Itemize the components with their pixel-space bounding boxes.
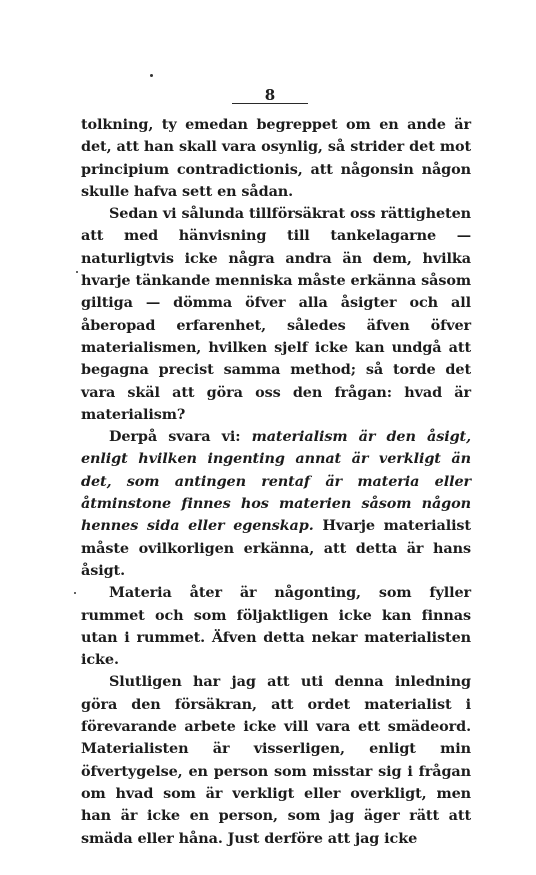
ink-speck [74, 592, 76, 594]
body-text [81, 114, 471, 850]
page-number-rule [232, 103, 308, 104]
ink-speck [76, 271, 78, 273]
ink-speck [150, 74, 153, 77]
paragraph: tolkning, ty emedan begreppet om en ande är det, att han skall vara osynlig, så strider det mot principium contradictionis, att någonsin någon skulle hafva sett en sådan. [81, 116, 471, 200]
page-number: 8 [264, 86, 276, 104]
paragraph-lead: Derpå svara vi: [109, 428, 252, 446]
paragraph-definition [81, 426, 471, 582]
paragraph: Sedan vi sålunda tillförsäkrat oss rättigheten att med hänvisning till tankelagarne — naturligtvis icke några andra än dem, hvilka hvarje tänkande menniska måste erkänna såsom giltiga — dömma öfver alla åsigter och all åberopad erfarenhet, således äfven öfver materialismen, hvilken sjelf icke kan undgå att begagna precist samma method; så torde det vara skäl att göra oss den frågan: hvad är materialism? [81, 205, 471, 423]
materialism-definition: materialism är den åsigt, enligt hvilken ingenting annat är verkligt än det, som antingen rentaf är materia eller åtminstone finnes hos materien såsom någon hennes sida eller egenskap. [81, 428, 471, 535]
paragraph: Slutligen har jag att uti denna inledning göra den försäkran, att ordet materialist i förevarande arbete icke vill vara ett smädeord. Materialisten är visserligen, enligt min öfvertygelse, en person som misstar sig i frågan om hvad som är verkligt eller overkligt, men han är icke en person, som jag äger rätt att smäda eller håna. Just derföre att jag icke [81, 673, 471, 847]
paragraph-tail: Hvarje materialist måste ovilkorligen erkänna, att detta är hans åsigt. [81, 517, 471, 579]
paragraph: Materia åter är någonting, som fyller rummet och som följaktligen icke kan finnas utan i rummet. Äfven detta nekar materialisten icke. [81, 584, 471, 669]
